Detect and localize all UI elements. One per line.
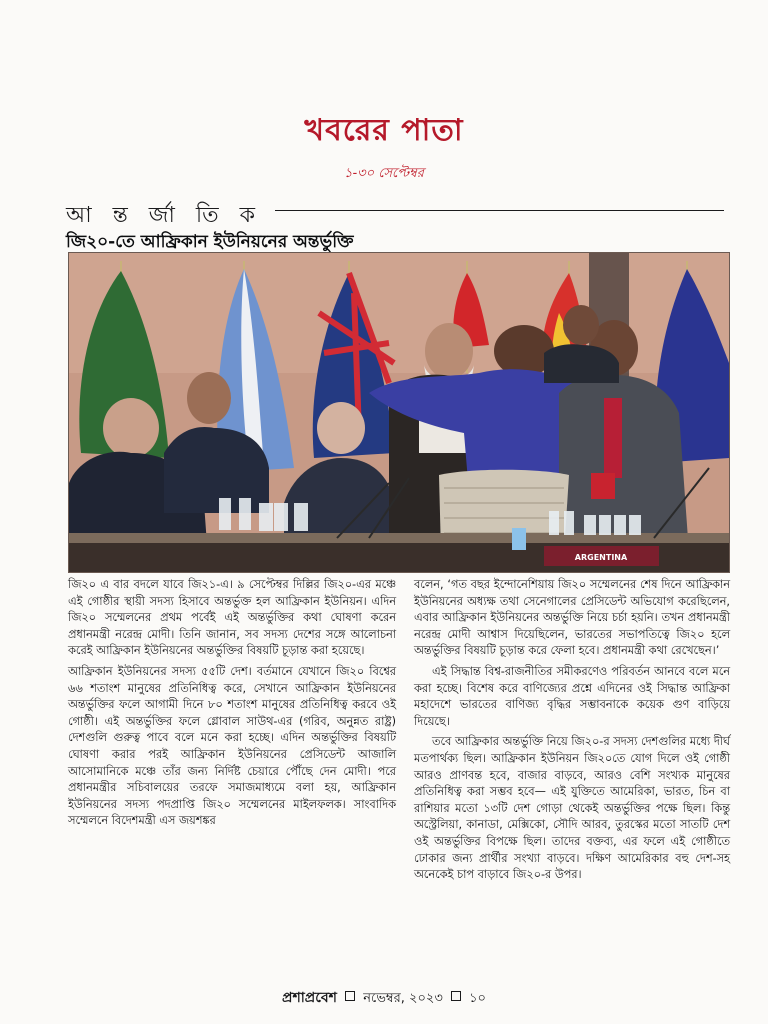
article-paragraph: জি২০ এ বার বদলে যাবে জি২১-এ। ৯ সেপ্টেম্বর দিল্লির জি২০-এর মঞ্চে এই গোষ্ঠীর স্থায়ী সদস্য হিসাবে অন্তর্ভুক্ত হল আফ্রিকান ইউনিয়ন। এদিন জি২০ সম্মেলনের প্রথম পর্বেই এই অন্তর্ভুক্তির কথা ঘোষণা করেন প্রধানমন্ত্রী নরেন্দ্র মোদী। তিনি জানান, সব সদস্য দেশের সঙ্গে আলোচনা করেই আফ্রিকান ইউনিয়নের অন্তর্ভুক্তির বিষয়টি চূড়ান্ত করা হয়েছে। (68, 578, 396, 658)
article-photo (68, 252, 730, 573)
publication-name: প্রশাপ্রবেশ (282, 990, 337, 1006)
page-number: ১০ (469, 991, 486, 1006)
photo-placard-text: ARGENTINA (574, 553, 628, 562)
article-paragraph: বলেন, ‘গত বছর ইন্দোনেশিয়ায় জি২০ সম্মেলনের শেষ দিনে আফ্রিকান ইউনিয়নের অধ্যক্ষ তথা সেনেগালের প্রেসিডেন্ট অভিযোগ করেছিলেন, এবার আফ্রিকান ইউনিয়নের অন্তর্ভুক্তি নিয়ে চর্চা হয়নি। তখন প্রধানমন্ত্রী নরেন্দ্র মোদী আশ্বাস দিয়েছিলেন, ভারতের সভাপতিত্বে জি২০ হলে অন্তর্ভুক্তির বিষয়টি চূড়ান্ত করে ফেলা হবে। প্রধানমন্ত্রী কথা রেখেছেন।’ (414, 578, 730, 658)
page-footer (0, 986, 768, 1010)
article-paragraph: আফ্রিকান ইউনিয়নের সদস্য ৫৫টি দেশ। বর্তমানে যেখানে জি২০ বিশ্বের ৬৬ শতাংশ মানুষের প্রতিনিধিত্ব করে, সেখানে আফ্রিকান ইউনিয়নের অন্তর্ভুক্তির ফলে আগামী দিনে ৮০ শতাংশ মানুষের প্রতিনিধিত্ব করবে ওই গোষ্ঠী। এই অন্তর্ভুক্তির ফলে গ্লোবাল সাউথ-এর (গরিব, অনুন্নত রাষ্ট্র) দেশগুলি গুরুত্ব পাবে বলে মনে করা হচ্ছে। এদিন অন্তর্ভুক্তির বিষয়টি ঘোষণা করার পরই আফ্রিকান ইউনিয়নের প্রেসিডেন্ট আজালি আসোমানিকে মঞ্চে তাঁর জন্য নির্দিষ্ট চেয়ারে পৌঁছে দেন মোদী। পরে প্রধানমন্ত্রীর সচিবালয়ের তরফে সমাজমাধ্যমে বলা হয়, আফ্রিকান ইউনিয়নের সদস্য পদপ্রাপ্তি জি২০ সম্মেলনের মাইলফলক। সাংবাদিক সম্মেলনে বিদেশমন্ত্রী এস জয়শঙ্কর (68, 664, 396, 828)
issue-date: নভেম্বর, ২০২৩ (363, 991, 443, 1006)
article-paragraph: তবে আফ্রিকার অন্তর্ভুক্তি নিয়ে জি২০-র সদস্য দেশগুলির মধ্যে দীর্ঘ মতপার্থক্য ছিল। আফ্রিকান ইউনিয়ন জি২০তে যোগ দিলে ওই গোষ্ঠী আরও প্রাণবন্ত হবে, বাজার বাড়বে, আরও বেশি সংখ্যক মানুষের প্রতিনিধিত্ব করা সম্ভব হবে— এই যুক্তিতে আমেরিকা, ভারত, চিন বা রাশিয়ার মতো ১৩টি দেশ গোড়া থেকেই অন্তর্ভুক্তির পক্ষে ছিল। কিন্তু অস্ট্রেলিয়া, কানাডা, মেক্সিকো, সৌদি আরব, তুরস্কের মতো সাতটি দেশ ওই অন্তর্ভুক্তির বিপক্ষে ছিল। তাদের বক্তব্য, এর ফলে এই গোষ্ঠীতে ঢোকার জন্য প্রার্থীর সংখ্যা বাড়বে। দক্ষিণ আমেরিকার বহু দেশ-সহ অনেকেই চাপ বাড়াবে জি২০-র উপর। (414, 735, 730, 882)
article-paragraph: এই সিদ্ধান্ত বিশ্ব-রাজনীতির সমীকরণেও পরিবর্তন আনবে বলে মনে করা হচ্ছে। বিশেষ করে বাণিজ্যের প্রশ্নে এদিনের ওই সিদ্ধান্ত আফ্রিকা মহাদেশে ভারতের বাণিজ্য বৃদ্ধির সম্ভাবনাকে কয়েক গুণ বাড়িয়ে দিয়েছে। (414, 664, 730, 728)
section-divider (275, 210, 724, 211)
article-column-right (414, 577, 730, 888)
footer-separator (345, 991, 355, 1001)
section-label: আ ন্ত র্জা তি ক (66, 203, 263, 228)
article-headline: জি২০-তে আফ্রিকান ইউনিয়নের অন্তর্ভুক্তি (66, 232, 354, 252)
footer-separator (451, 991, 461, 1001)
masthead-title: খবরের পাতা (304, 113, 464, 148)
article-column-left (68, 577, 396, 834)
date-range: ১-৩০ সেপ্টেম্বর (344, 166, 424, 181)
